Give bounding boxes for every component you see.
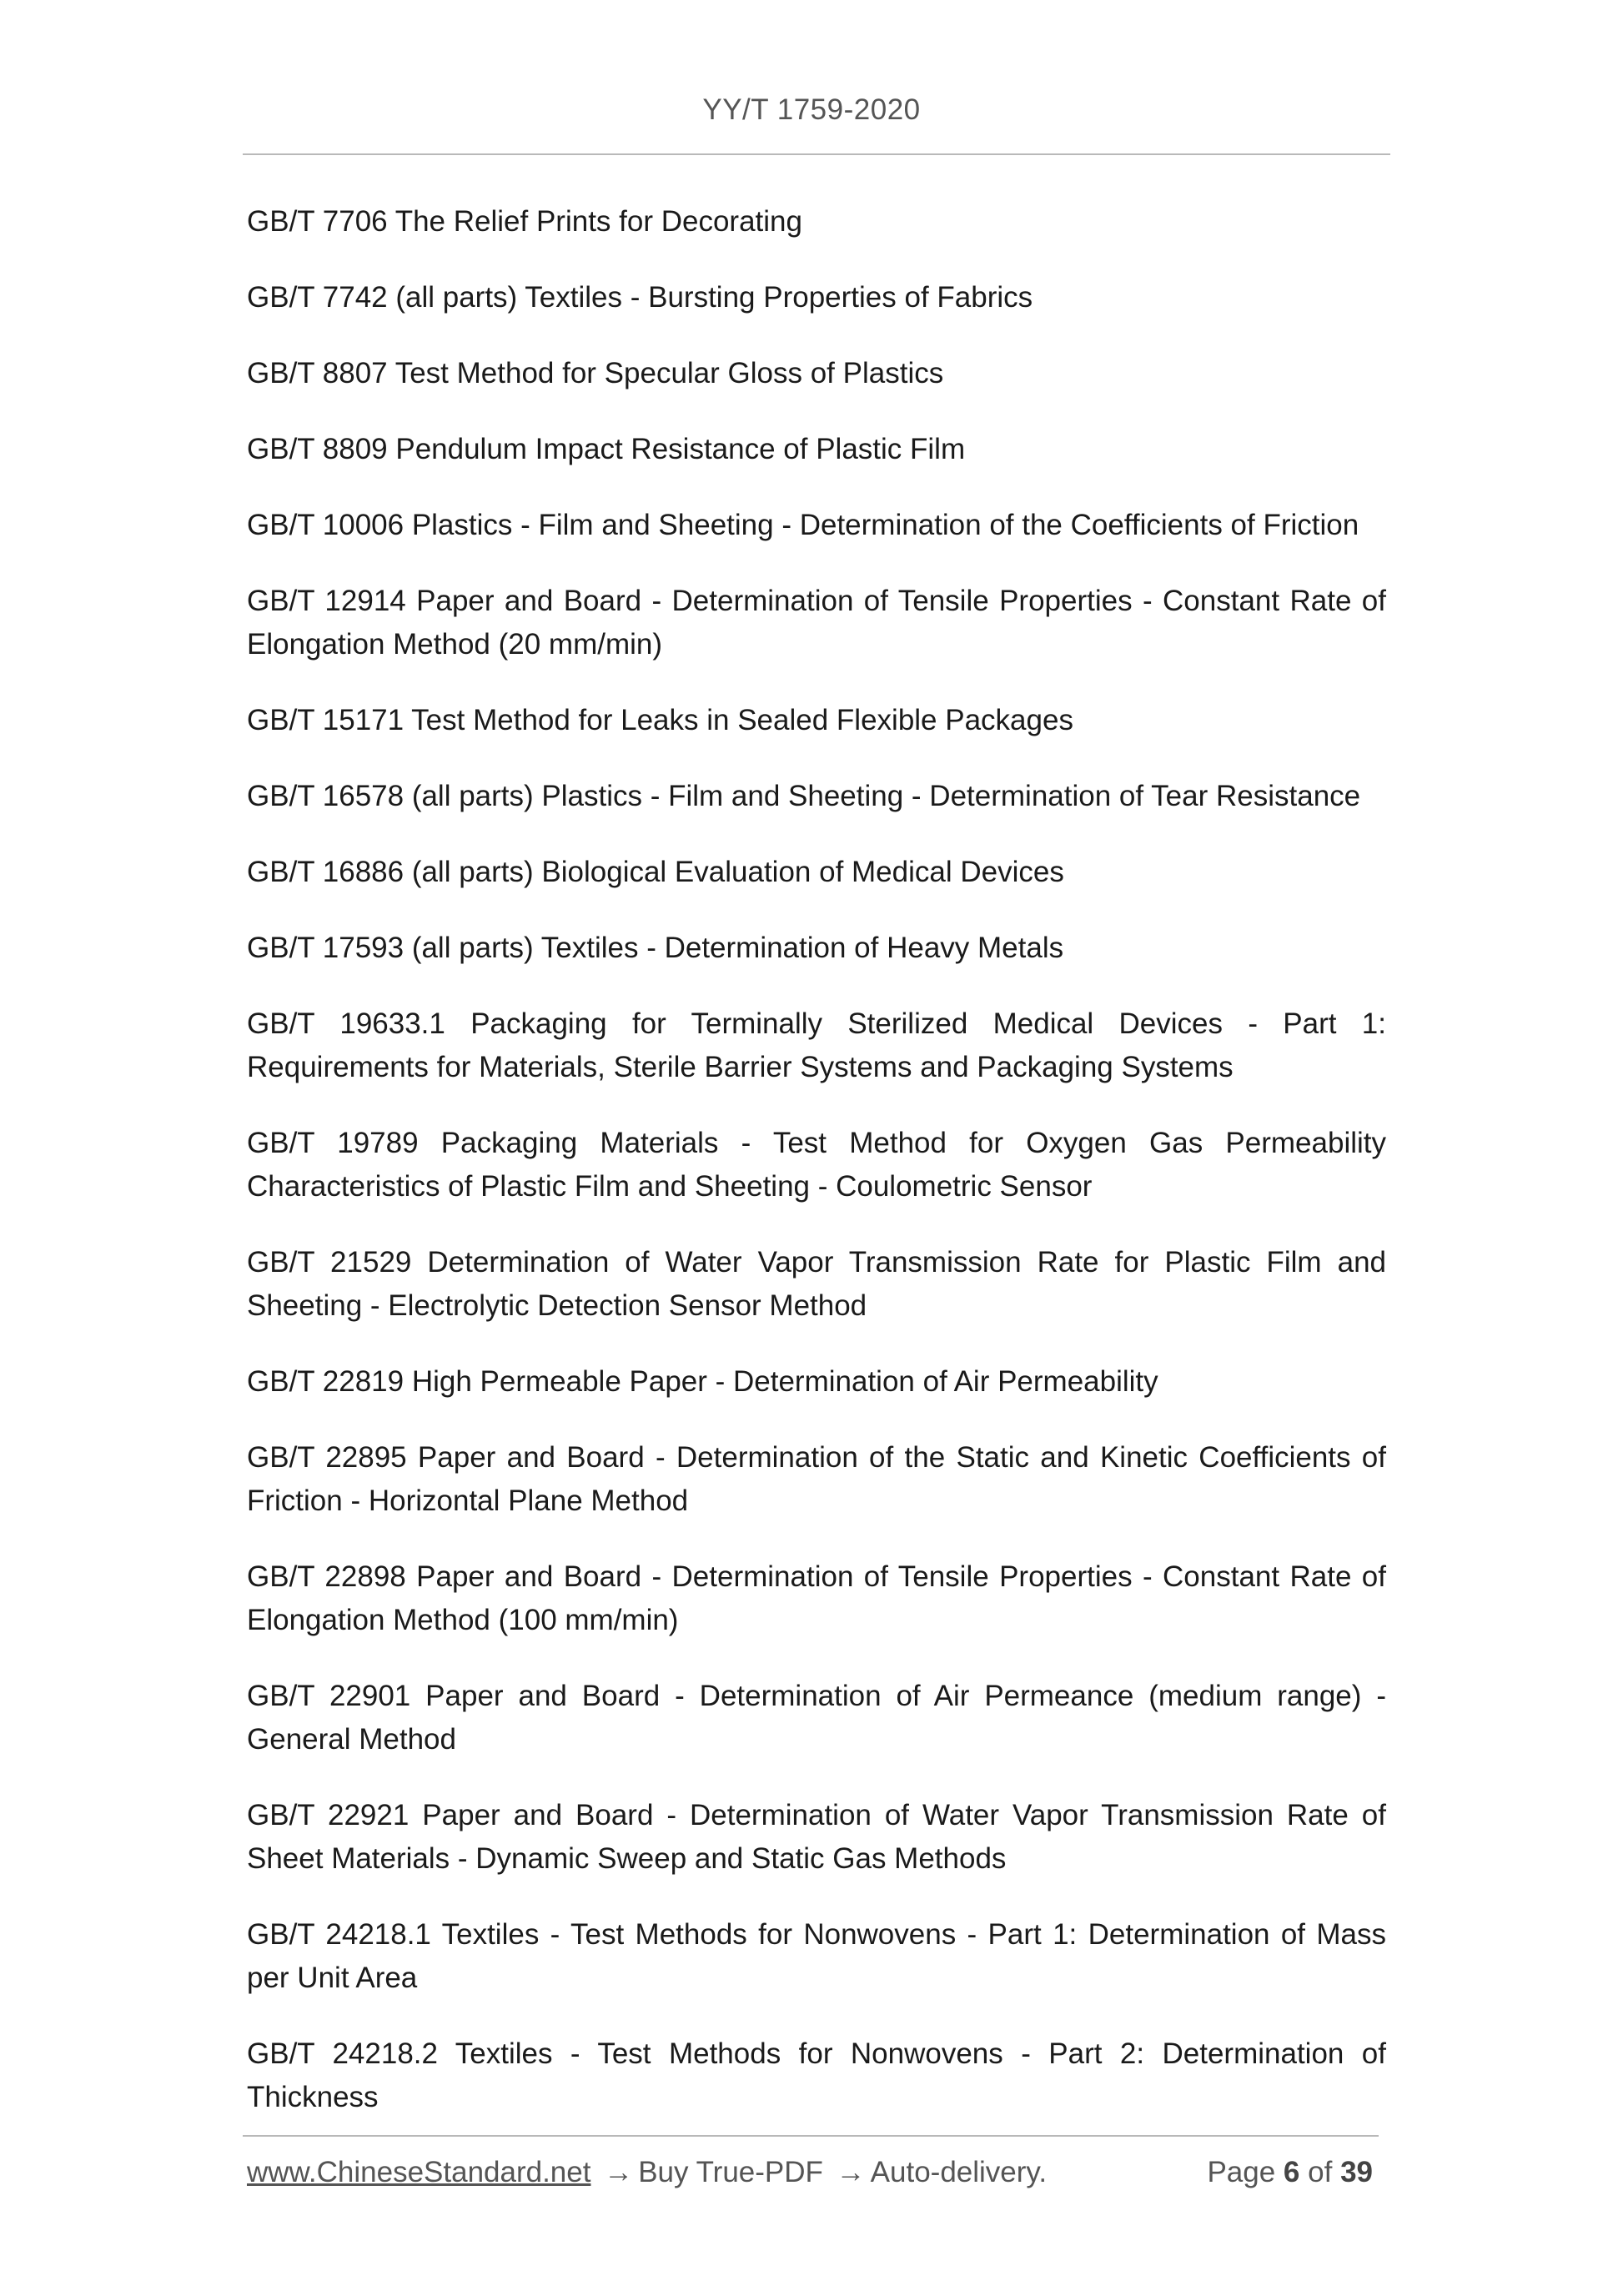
normative-references-list [247,200,1386,2152]
reference-item: GB/T 16886 (all parts) Biological Evaluation of Medical Devices [247,856,1064,888]
delivery-text: Auto-delivery. [870,2156,1048,2188]
reference-item: GB/T 19789 Packaging Materials - Test Method for Oxygen Gas Permeability Characteristics of Plastic Film and Sheeting - Coulometric Sensor [247,1127,1386,1203]
page-total: 39 [1340,2156,1373,2188]
reference-item: GB/T 22895 Paper and Board - Determination of the Static and Kinetic Coefficients of Friction - Horizontal Plane Method [247,1441,1386,1517]
of-word: of [1308,2156,1333,2188]
header-divider [243,153,1390,155]
page-footer [247,2156,1386,2198]
reference-item: GB/T 8807 Test Method for Specular Gloss of Plastics [247,357,944,389]
site-link[interactable]: www.ChineseStandard.net [247,2156,591,2188]
reference-item: GB/T 22898 Paper and Board - Determination of Tensile Properties - Constant Rate of Elongation Method (100 mm/min) [247,1560,1386,1636]
reference-item: GB/T 16578 (all parts) Plastics - Film and Sheeting - Determination of Tear Resistance [247,780,1361,812]
reference-item: GB/T 8809 Pendulum Impact Resistance of Plastic Film [247,433,966,465]
reference-item: GB/T 10006 Plastics - Film and Sheeting - Determination of the Coefficients of Friction [247,509,1359,541]
page-indicator [1207,2156,1373,2189]
buy-text: Buy True-PDF [638,2156,823,2188]
reference-item: GB/T 22921 Paper and Board - Determination of Water Vapor Transmission Rate of Sheet Materials - Dynamic Sweep and Static Gas Methods [247,1799,1386,1875]
page-word: Page [1207,2156,1276,2188]
page-header-title: YY/T 1759-2020 [702,93,921,126]
footer-divider [243,2135,1379,2137]
page-current: 6 [1283,2156,1300,2188]
reference-item: GB/T 21529 Determination of Water Vapor Transmission Rate for Plastic Film and Sheeting - Electrolytic Detection Sensor Method [247,1246,1386,1322]
reference-item: GB/T 24218.1 Textiles - Test Methods for Nonwovens - Part 1: Determination of Mass per Unit Area [247,1918,1386,1994]
reference-item: GB/T 19633.1 Packaging for Terminally Sterilized Medical Devices - Part 1: Requirements for Materials, Sterile Barrier Systems and Packaging Systems [247,1007,1386,1083]
reference-item: GB/T 22901 Paper and Board - Determination of Air Permeance (medium range) - General Method [247,1680,1386,1756]
reference-item: GB/T 12914 Paper and Board - Determination of Tensile Properties - Constant Rate of Elongation Method (20 mm/min) [247,585,1386,661]
reference-item: GB/T 17593 (all parts) Textiles - Determination of Heavy Metals [247,932,1064,964]
reference-item: GB/T 7706 The Relief Prints for Decorating [247,205,802,238]
reference-item: GB/T 22819 High Permeable Paper - Determination of Air Permeability [247,1365,1158,1398]
footer-promo [247,2156,1047,2189]
reference-item: GB/T 15171 Test Method for Leaks in Sealed Flexible Packages [247,704,1073,736]
arrow-right-icon: → [836,2156,866,2188]
reference-item: GB/T 24218.2 Textiles - Test Methods for Nonwovens - Part 2: Determination of Thickness [247,2037,1386,2113]
reference-item: GB/T 7742 (all parts) Textiles - Bursting Properties of Fabrics [247,281,1033,314]
arrow-right-icon: → [604,2156,634,2188]
